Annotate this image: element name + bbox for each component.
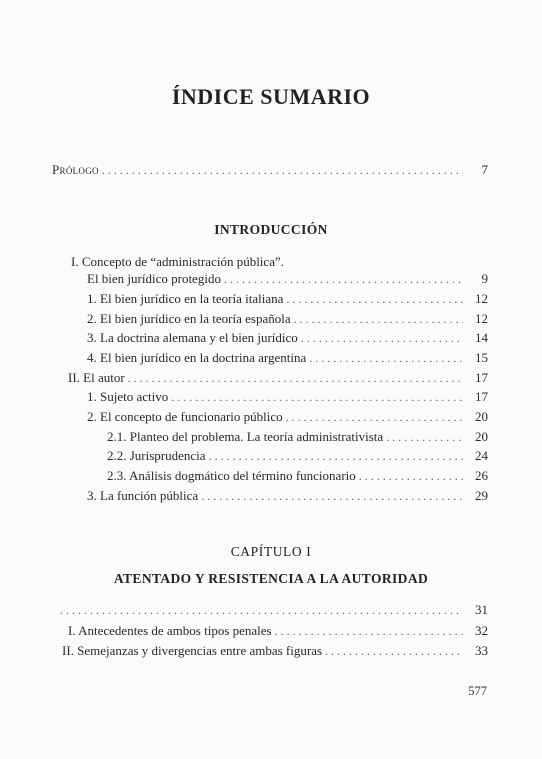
toc-entry-label: 2.1. Planteo del problema. La teoría administrativista [107,429,384,444]
toc-entry-chapter1-item2[interactable] [62,643,488,659]
dot-leader [171,389,463,405]
dot-leader [286,409,463,425]
dot-leader [224,271,463,287]
toc-entry-label: 3. La función pública [87,488,199,503]
toc-entry-page: 29 [475,488,488,503]
toc-entry-page: 12 [475,311,488,326]
chapter-label: CAPÍTULO I [230,544,312,559]
toc-entry-page: 7 [481,162,488,177]
toc-entry-part1[interactable] [87,271,488,287]
toc-entry-page: 20 [475,429,488,444]
toc-entry-label: 1. El bien jurídico en la teoría italiana [87,291,284,306]
toc-entry-page: 14 [475,330,488,345]
toc-entry-part1-item3[interactable] [87,330,488,346]
toc-entry-part2-subitem1[interactable] [107,429,488,445]
toc-entry-page: 9 [481,271,488,286]
dot-leader [359,468,463,484]
toc-entry-page: 17 [475,389,488,404]
toc-entry-page: 31 [475,602,488,617]
dot-leader [309,350,463,366]
dot-leader [201,488,463,504]
toc-entry-prologue[interactable] [52,162,488,178]
dot-leader [325,643,463,659]
toc-entry-part1-item4[interactable] [87,350,488,366]
toc-entry-label: II. Semejanzas y divergencias entre ambas figuras [62,643,323,658]
dot-leader [128,370,463,386]
toc-entry-page: 17 [475,370,488,385]
toc-entry-part1-item2[interactable] [87,311,488,327]
page-title: ÍNDICE SUMARIO [171,84,371,109]
dot-leader [386,429,463,445]
toc-entry-chapter1-intro[interactable] [60,602,488,618]
toc-entry-page: 24 [475,448,488,463]
toc-entry-label: 2.2. Jurisprudencia [107,448,206,463]
toc-entry-part2-subitem3[interactable] [107,468,488,484]
dot-leader [286,291,463,307]
toc-entry-part1-item1[interactable] [87,291,488,307]
dot-leader [102,162,463,178]
dot-leader [60,602,463,618]
dot-leader [301,330,463,346]
toc-entry-label: 4. El bien jurídico en la doctrina argentina [87,350,307,365]
toc-entry-label: II. El autor [68,370,125,385]
dot-leader [294,311,463,327]
dot-leader [275,623,463,639]
toc-entry-label: 2.3. Análisis dogmático del término funcionario [107,468,356,483]
toc-entry-label: 2. El concepto de funcionario público [87,409,283,424]
section-heading-introduction: INTRODUCCIÓN [214,222,328,237]
toc-entry-page: 33 [475,643,488,658]
toc-entry-part2[interactable] [68,370,488,386]
toc-entry-part2-item2[interactable] [87,409,488,425]
toc-entry-label: I. Antecedentes de ambos tipos penales [68,623,272,638]
toc-entry-part2-subitem2[interactable] [107,448,488,464]
chapter-title: ATENTADO Y RESISTENCIA A LA AUTORIDAD [113,571,429,586]
toc-entry-page: 32 [475,623,488,638]
toc-entry-page: 15 [475,350,488,365]
toc-entry-label: Prólogo [52,162,99,177]
toc-entry-label: 1. Sujeto activo [87,389,169,404]
page-number: 577 [468,684,487,698]
toc-entry-chapter1-item1[interactable] [68,623,488,639]
toc-entry-label: El bien jurídico protegido [87,271,221,286]
toc-entry-page: 20 [475,409,488,424]
toc-entry-label: 2. El bien jurídico en la teoría española [87,311,291,326]
toc-entry-label: 3. La doctrina alemana y el bien jurídico [87,330,298,345]
toc-entry-part2-item3[interactable] [87,488,488,504]
toc-entry-page: 12 [475,291,488,306]
toc-entry-page: 26 [475,468,488,483]
toc-entry-part1-line1[interactable]: I. Concepto de “administración pública”. [71,254,284,269]
dot-leader [209,448,463,464]
toc-entry-part2-item1[interactable] [87,389,488,405]
